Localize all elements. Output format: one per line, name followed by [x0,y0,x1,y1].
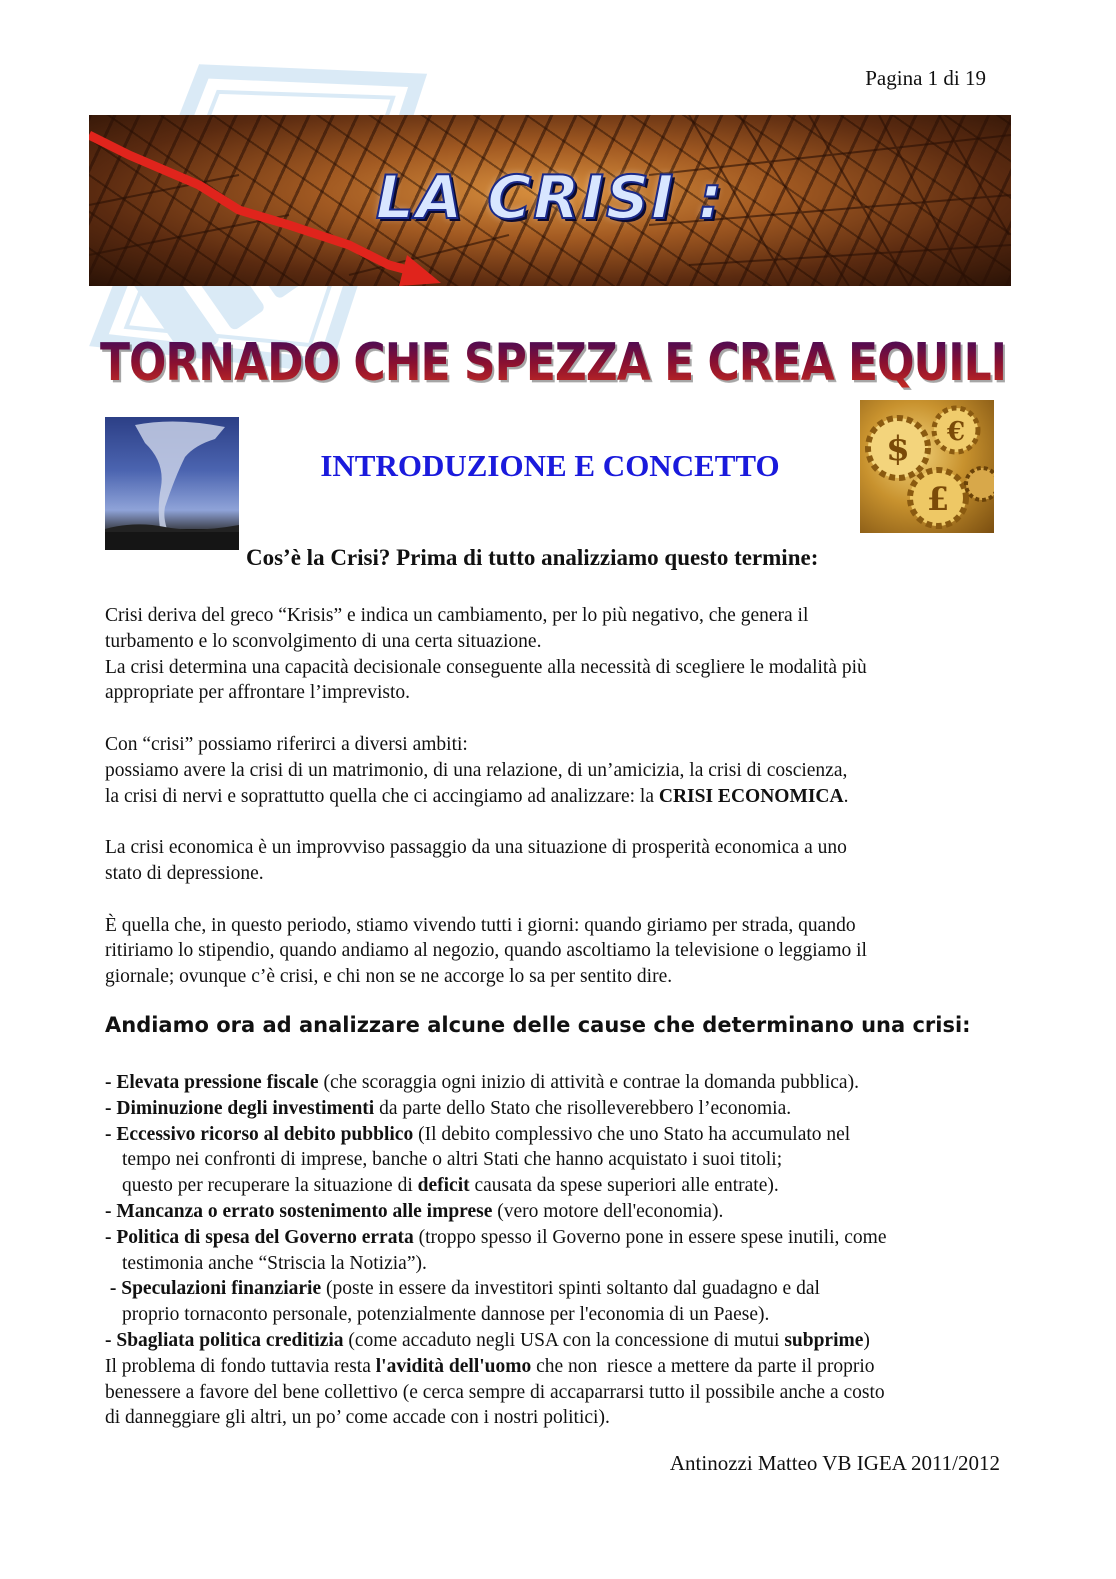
crisi-economica-term: CRISI ECONOMICA [658,785,844,807]
cause-item: - Sbagliata politica creditizia (come accaduto negli USA con la concessione di mutui subprime) [105,1329,870,1351]
text-line: la crisi di nervi e soprattutto quella che ci accingiamo ad analizzare: la CRISI ECONOMICA. [105,785,849,807]
cause-item-continuation: testimonia anche “Striscia la Notizia”). [122,1252,427,1274]
cause-item: - Speculazioni finanziarie (poste in essere da investitori spinti soltanto dal guadagno e dal [105,1278,820,1300]
cause-item: - Diminuzione degli investimenti da parte dello Stato che risolleverebbero l’economia. [105,1097,792,1119]
text-line: La crisi economica è un improvviso passaggio da una situazione di prosperità economica a uno [105,837,847,859]
text-line: appropriate per affrontare l’imprevisto. [105,682,411,704]
intro-question: Cos’è la Crisi? Prima di tutto analizziamo questo termine: [246,545,819,570]
causes-list [105,1070,1010,1431]
text-line: ritiriamo lo stipendio, quando andiamo al negozio, quando ascoltiamo la televisione o leggiamo il [105,940,867,962]
conclusion-line: Il problema di fondo tuttavia resta l'avidità dell'uomo che non riesce a mettere da parte il proprio [105,1355,875,1377]
text-line: È quella che, in questo periodo, stiamo vivendo tutti i giorni: quando giriamo per strada, quando [105,914,856,936]
causes-heading: Andiamo ora ad analizzare alcune delle cause che determinano una crisi: [105,1013,971,1037]
intro-text [105,603,1010,990]
svg-text:$: $ [886,429,910,469]
cause-item: - Mancanza o errato sostenimento alle imprese (vero motore dell'economia). [105,1200,724,1222]
text-line: La crisi determina una capacità decisionale conseguente alla necessità di scegliere le modalità più [105,656,867,678]
banner-title: LA CRISI : [375,163,725,233]
header-banner [89,115,1011,286]
cause-item: - Elevata pressione fiscale (che scoraggia ogni inizio di attività e contrae la domanda pubblica). [105,1072,859,1093]
section-title: INTRODUZIONE E CONCETTO [320,448,780,483]
conclusion-line: di danneggiare gli altri, un po’ come accade con i nostri politici). [105,1407,610,1429]
tornado-image [105,417,239,550]
cause-item: - Eccessivo ricorso al debito pubblico (Il debito complessivo che uno Stato ha accumulato nel [105,1123,851,1145]
page-headline: TORNADO CHE SPEZZA E CREA EQUILIBRI [100,333,1087,394]
cause-item-continuation: questo per recuperare la situazione di deficit causata da spese superiori alle entrate). [122,1175,779,1197]
text-line: possiamo avere la crisi di un matrimonio, di una relazione, di un’amicizia, la crisi di coscienza, [105,759,848,781]
cause-item: - Politica di spesa del Governo errata (troppo spesso il Governo pone in essere spese inutili, come [105,1226,887,1248]
cause-item-continuation: tempo nei confronti di imprese, banche o altri Stati che hanno acquistato i suoi titoli; [122,1149,783,1171]
text-line: stato di depressione. [105,862,264,884]
footer-author: Antinozzi Matteo VB IGEA 2011/2012 [669,1451,1000,1475]
conclusion-line: benessere a favore del bene collettivo (e cerca sempre di accaparrarsi tutto il possibile anche a costo [105,1381,885,1403]
cause-item-continuation: proprio tornaconto personale, potenzialmente dannose per l'economia di un Paese). [122,1304,770,1326]
svg-text:€: € [946,417,966,447]
coins-gears-image [860,400,994,533]
page-number: Pagina 1 di 19 [865,66,986,90]
text-line: turbamento e lo sconvolgimento di una certa situazione. [105,630,542,652]
text-line: Con “crisi” possiamo riferirci a diversi ambiti: [105,733,468,755]
svg-text:£: £ [926,480,950,518]
text-line: Crisi deriva del greco “Krisis” e indica un cambiamento, per lo più negativo, che genera il [105,605,809,626]
text-line: giornale; ovunque c’è crisi, e chi non se ne accorge lo sa per sentito dire. [105,966,673,988]
